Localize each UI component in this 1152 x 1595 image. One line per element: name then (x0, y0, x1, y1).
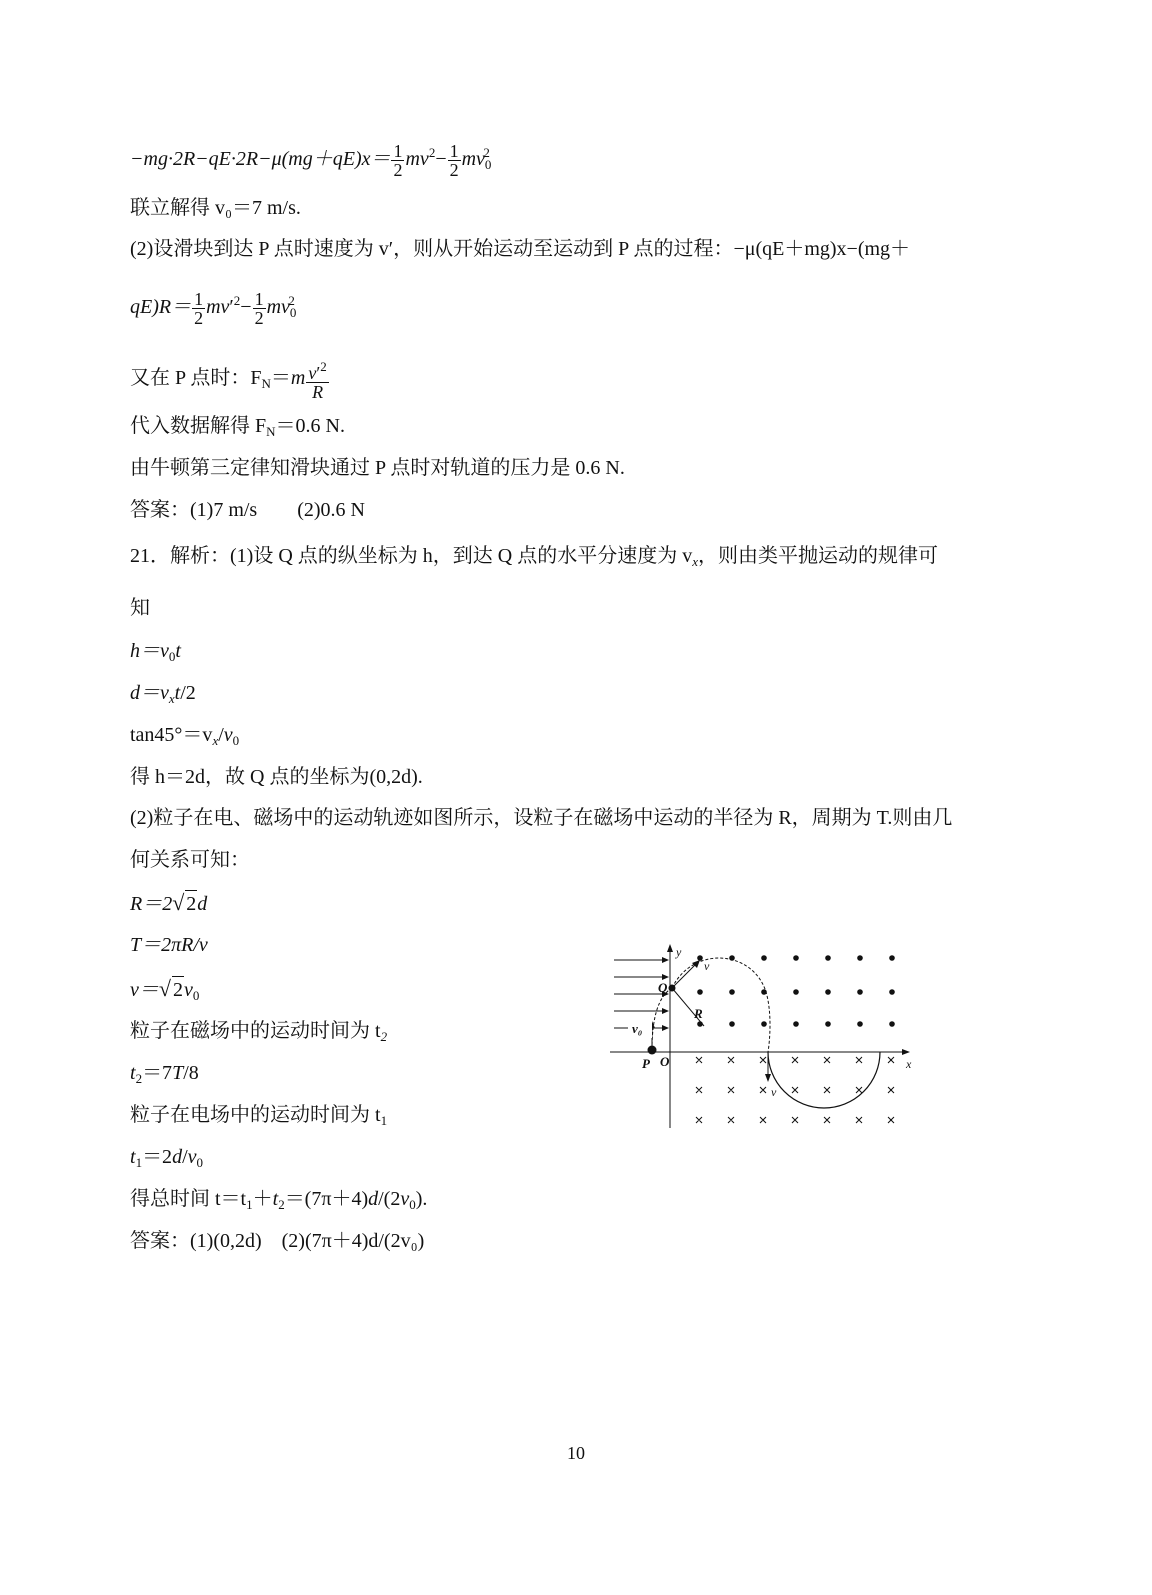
part2-line2: qE)R＝ $\frac{1}{2}$ $mv'^2-$ $\frac{1}{2}$ $mv_0^2$ (130, 288, 297, 328)
part2-line1: (2)设滑块到达 P 点时速度为 v′，则从开始运动至运动到 P 点的过程：−μ(qE＋mg)x−(mg＋ (130, 238, 911, 260)
label-v-bottom: v (771, 1085, 777, 1099)
solve-line-v0: 联立解得 v₀＝7 m/s. (130, 197, 301, 219)
eq-tan: $\tan 45^\circ=v_x/v_0$ (130, 724, 240, 748)
page-number: 10 (567, 1443, 585, 1463)
point-q (669, 985, 676, 992)
velocity-arrow-q (672, 962, 698, 988)
x-axis-arrow (902, 1049, 910, 1055)
label-p: P (642, 1056, 650, 1071)
normal-force-equation: 又在 P 点时：$F_N=m$ $\frac{v'^2}{R}$ (130, 359, 327, 402)
eq-t1: $t_1=2d/v_0$ (130, 1146, 204, 1170)
magnetic-time-line: 粒子在磁场中的运动时间为 $t_2$ (130, 1020, 388, 1044)
q-coordinate-line: 得 h＝2d，故 Q 点的坐标为(0,2d). (130, 766, 423, 788)
eq-velocity: v＝√ $2v_0$ (130, 976, 200, 1003)
total-time-line: 得总时间 $t=t_1+t_2=(7\pi+4)d/(2v_0)$. (130, 1188, 428, 1212)
answer-part1: 答案：(1)7 m/s (2)0.6 N (130, 499, 365, 521)
electric-time-line: 粒子在电场中的运动时间为 $t_1$ (130, 1104, 388, 1128)
magnetic-arc-lower (768, 1052, 880, 1108)
y-axis-arrow (667, 944, 673, 952)
newton-third-law-line: 由牛顿第三定律知滑块通过 P 点时对轨道的压力是 0.6 N. (130, 457, 625, 479)
part2-desc-line2: 何关系可知： (130, 849, 250, 871)
label-o: O (660, 1054, 670, 1069)
label-r: R (694, 1006, 703, 1021)
normal-force-value: 代入数据解得 $F_N=0.6$ N. (130, 415, 345, 439)
q21-line1: 21．解析：(1)设 Q 点的纵坐标为 h，到达 Q 点的水平分速度为 $v_x$，则由类平抛运动的规律可 (130, 545, 938, 569)
eq-radius: R＝2√ 2d (130, 890, 208, 915)
trajectory-diagram (608, 940, 928, 1135)
equation-energy: −mg·2R−qE·2R−μ(mg＋qE)x＝ $\frac{1}{2}$ $mv^2-$ $\frac{1}{2}$ $mv_0^2$ (130, 140, 492, 180)
eq-d: $d=v_xt/2$ (130, 682, 196, 706)
eq-h: $h=v_0t$ (130, 640, 181, 664)
answer-q21: 答案：(1)(0,2d) (2)(7π＋4)d/(2v₀) (130, 1230, 425, 1252)
label-y: y (676, 945, 682, 959)
magnetic-field-dots (697, 955, 895, 1027)
label-q: Q (658, 980, 668, 995)
eq-period: T＝2πR/v (130, 934, 208, 956)
q21-line2: 知 (130, 597, 150, 619)
magnetic-field-crosses (696, 1057, 894, 1123)
velocity-arrowhead-bottom (765, 1074, 771, 1082)
eq-t2: $t_2=7T/8$ (130, 1062, 199, 1086)
label-x: x (906, 1057, 912, 1071)
label-v0: v₀ (632, 1021, 643, 1036)
label-v-top: v (704, 959, 710, 973)
point-p (648, 1046, 657, 1055)
electric-trajectory (652, 988, 672, 1050)
part2-desc-line1: (2)粒子在电、磁场中的运动轨迹如图所示，设粒子在磁场中运动的半径为 R，周期为 T.则由几 (130, 807, 953, 829)
